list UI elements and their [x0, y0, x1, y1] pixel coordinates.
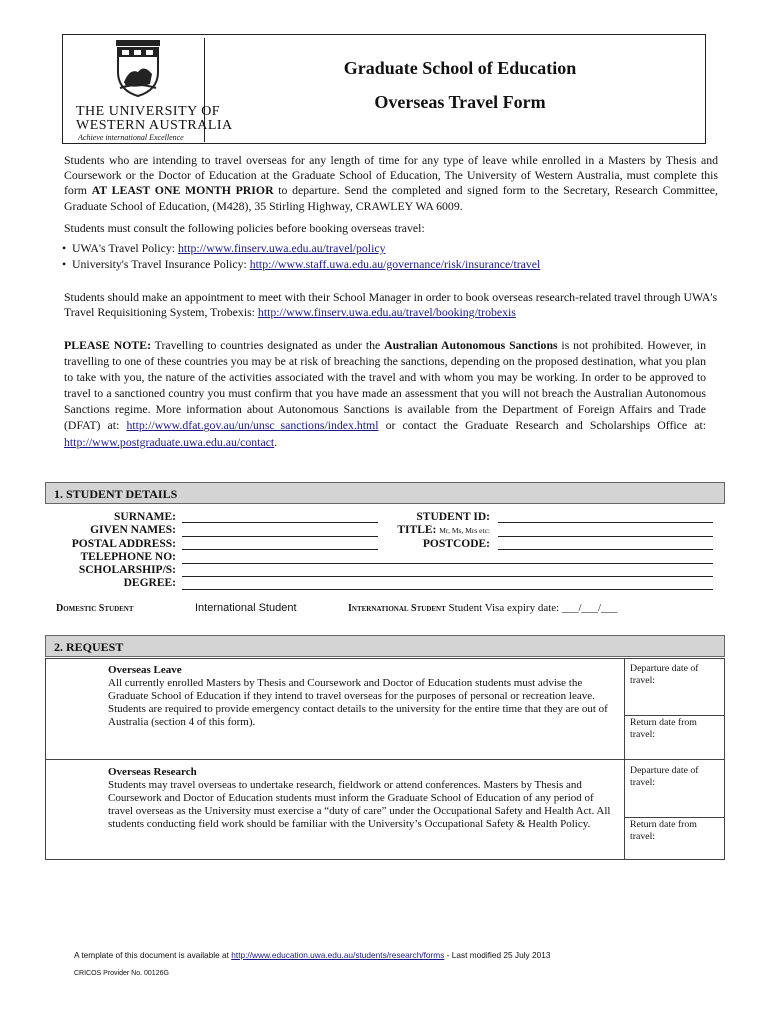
telephone-field[interactable]: [182, 563, 713, 564]
section-student-details-header: 1. STUDENT DETAILS: [45, 482, 725, 504]
telephone-label: TELEPHONE NO:: [80, 551, 176, 563]
forms-link[interactable]: http://www.education.uwa.edu.au/students/research/forms: [231, 950, 445, 960]
postal-address-label: POSTAL ADDRESS:: [71, 538, 176, 550]
university-name-line1: THE UNIVERSITY OF: [76, 104, 221, 119]
sanctions-name: Australian Autonomous Sanctions: [384, 338, 558, 352]
bullet-label: University's Travel Insurance Policy:: [72, 257, 250, 271]
intro-text-a: Students who are intending to travel overseas for any length of time for any type of leave while enrolled in a Masters by Thesis and Coursework or the Doctor of Education at the Graduate School of Education, The University of Western Australia, must complete this form: [64, 153, 718, 198]
intro-paragraph: [64, 153, 718, 214]
overseas-research-body: Students may travel overseas to undertake research, fieldwork or attend conferences. Masters by Thesis and Coursework and Doctor of Education students must inform the Graduate School of Education of any period of travel overseas as the University must exercise a “duty of care” under the Occupational Safety and Health Act. All students conducting field work should be familiar with the University’s Occupational Safety & Health Policy.: [108, 779, 611, 830]
research-return-date[interactable]: Return date from travel:: [630, 819, 697, 842]
visa-expiry-field[interactable]: Student Visa expiry date: ___/___/___: [448, 602, 618, 614]
footer-text-a: A template of this document is available at: [74, 950, 232, 960]
given-names-field[interactable]: [182, 536, 378, 537]
request-row-divider: [45, 759, 725, 760]
travel-policy-link[interactable]: http://www.finserv.uwa.edu.au/travel/policy: [178, 241, 386, 255]
postal-address-field[interactable]: [182, 549, 378, 550]
postgraduate-contact-link[interactable]: http://www.postgraduate.uwa.edu.au/contact: [64, 434, 275, 449]
overseas-leave-body: All currently enrolled Masters by Thesis and Coursework and Doctor of Education students must advise the Graduate School of Education if they intend to travel overseas for the purposes of personal or recreation leave. Students are required to provide emergency contact details to the university for the entire time that they are out of Australia (section 4 of this form).: [108, 677, 608, 728]
title-field[interactable]: [498, 536, 713, 537]
intro-deadline: AT LEAST ONE MONTH PRIOR: [91, 183, 274, 198]
intro-text-b: to departure. Send the completed and signed form to the Secretary, Research Committee, Graduate School of Education, (M428), 35 Stirling Highway, CRAWLEY WA 6009.: [64, 183, 718, 213]
university-crest-icon: [110, 38, 166, 98]
given-names-label: GIVEN NAMES:: [90, 524, 176, 536]
surname-field[interactable]: [182, 522, 378, 523]
visa-expiry: [348, 602, 618, 614]
footer-text-b: - Last modified 25 July 2013: [444, 950, 551, 960]
sanctions-note: [64, 337, 706, 450]
international-student-label: International Student: [348, 603, 446, 614]
scholarships-label: SCHOLARSHIP/S:: [78, 564, 176, 576]
leave-departure-date[interactable]: Departure date of travel:: [630, 663, 699, 686]
international-student-option[interactable]: International Student: [195, 602, 297, 614]
surname-label: SURNAME:: [114, 511, 176, 523]
cricos-number: CRICOS Provider No. 00126G: [74, 970, 169, 977]
degree-label: DEGREE:: [123, 577, 176, 589]
leave-return-date[interactable]: Return date from travel:: [630, 717, 697, 740]
dfat-link[interactable]: http://www.dfat.gov.au/un/unsc_sanctions/index.html: [126, 418, 379, 433]
form-title: Graduate School of Education: [343, 58, 577, 78]
leave-date-divider: [624, 715, 725, 716]
bullet-icon: •: [62, 257, 67, 271]
overseas-leave-heading: Overseas Leave: [108, 664, 182, 676]
note-text-c: or contact the Graduate Research and Scholarships Office at:: [378, 418, 706, 433]
domestic-student-option[interactable]: Domestic Student: [56, 603, 134, 614]
insurance-policy-link[interactable]: http://www.staff.uwa.edu.au/governance/risk/insurance/travel: [249, 257, 541, 271]
section-request-header: 2. REQUEST: [45, 635, 725, 657]
note-end: .: [274, 434, 278, 449]
note-text-b: is not prohibited. However, in travelling to one of these countries you may be at risk of breaching the sanctions, depending on the proposed destination, what you plan to take with you, the nature of the activities associated with the travel and with whom you may be working. In order to be approved to travel to a sanctioned country you must confirm that you have made an assessment that you will not breach the Australian Autonomous Sanctions regime. More information about Autonomous Sanctions is available from the Department of Foreign Affairs and Trade (DFAT) at:: [64, 338, 706, 433]
bullet-icon: •: [62, 241, 67, 255]
student-id-field[interactable]: [498, 522, 713, 523]
scholarships-field[interactable]: [182, 576, 713, 577]
overseas-research-cell[interactable]: [108, 766, 613, 831]
postcode-label: POSTCODE:: [422, 538, 490, 550]
note-label: PLEASE NOTE:: [64, 338, 152, 352]
overseas-research-heading: Overseas Research: [108, 766, 197, 778]
overseas-leave-cell[interactable]: [108, 664, 613, 729]
research-date-divider: [624, 817, 725, 818]
trobexis-link[interactable]: http://www.finserv.uwa.edu.au/travel/booking/trobexis: [257, 305, 516, 320]
university-name-line2: WESTERN AUSTRALIA: [76, 118, 233, 133]
title-hint: Mr, Ms, Mrs etc:: [439, 526, 490, 535]
degree-field[interactable]: [182, 589, 713, 590]
request-col-divider: [624, 658, 625, 860]
university-motto: Achieve international Excellence: [78, 133, 184, 142]
research-departure-date[interactable]: Departure date of travel:: [630, 765, 699, 788]
note-text-a: Travelling to countries designated as under the: [151, 338, 385, 352]
policies-intro: Students must consult the following policies before booking overseas travel:: [64, 221, 425, 235]
footer-template-note: [74, 950, 550, 960]
bullet-insurance-policy: [62, 257, 722, 272]
form-subtitle: Overseas Travel Form: [374, 92, 546, 112]
bullet-label: UWA's Travel Policy:: [72, 241, 179, 255]
title-label: [380, 524, 490, 538]
student-id-label: STUDENT ID:: [416, 511, 490, 523]
trobexis-paragraph: [64, 290, 718, 320]
postcode-field[interactable]: [498, 549, 713, 550]
bullet-travel-policy: [62, 241, 722, 256]
trobexis-text: Students should make an appointment to meet with their School Manager in order to book overseas research-related travel through UWA's Travel Requisitioning System, Trobexis:: [64, 290, 718, 320]
title-label-text: TITLE:: [397, 524, 437, 536]
